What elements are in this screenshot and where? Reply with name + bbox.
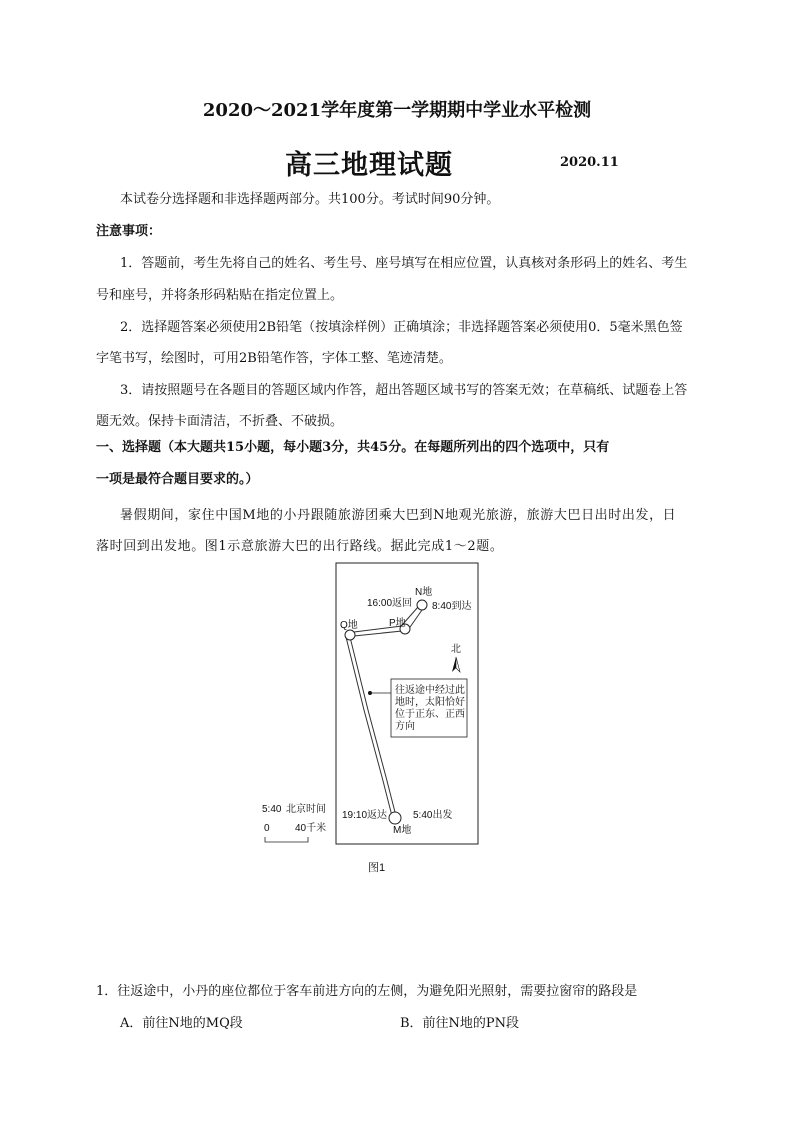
figure-caption: 图1 bbox=[368, 862, 386, 874]
note-3-line-2: 题无效。保持卡面清洁，不折叠、不破损。 bbox=[96, 414, 344, 429]
n-place-label: N地 bbox=[415, 587, 433, 598]
callout-line-4: 方向 bbox=[395, 721, 415, 732]
callout-line-3: 位于正东、正西 bbox=[395, 709, 465, 720]
section-1-heading-line-1: 一、选择题（本大题共15小题，每小题3分，共45分。在每题所列出的四个选项中，只有 bbox=[96, 440, 610, 455]
section-1-heading-line-2: 一项是最符合题目要求的。） bbox=[96, 472, 259, 487]
note-1-line-1: 1．答题前，考生先将自己的姓名、考生号、座号填写在相应位置，认真核对条形码上的姓名、考生 bbox=[120, 256, 688, 271]
question-1-stem: 1．往返途中，小丹的座位都位于客车前进方向的左侧，为避免阳光照射，需要拉窗帘的路段是 bbox=[96, 984, 638, 999]
q-place-marker bbox=[345, 630, 355, 640]
route-line-qp-bottom bbox=[354, 631, 402, 636]
north-arrow-icon bbox=[452, 657, 456, 672]
return-arrival-time: 19:10返达 bbox=[342, 810, 388, 821]
callout-line-2: 地时，太阳恰好 bbox=[395, 697, 465, 708]
n-place-marker bbox=[417, 600, 427, 610]
m-place-marker bbox=[389, 812, 401, 824]
question-1-option-a: A．前往N地的MQ段 bbox=[120, 1016, 243, 1031]
notes-heading: 注意事项： bbox=[96, 224, 162, 239]
route-line-east bbox=[348, 635, 396, 816]
n-arrival-time: 8:40到达 bbox=[432, 601, 472, 612]
note-2-line-1: 2．选择题答案必须使用2B铅笔（按填涂样例）正确填涂；非选择题答案必须使用0．5毫米黑色签 bbox=[120, 320, 683, 335]
p-place-label: P地 bbox=[389, 618, 406, 629]
passage-line-1: 暑假期间，家住中国M地的小丹跟随旅游团乘大巴到N地观光旅游，旅游大巴日出时出发，日 bbox=[120, 508, 677, 523]
question-1-option-b: B．前往N地的PN段 bbox=[400, 1016, 520, 1031]
passage-line-2: 落时回到出发地。图1示意旅游大巴的出行路线。据此完成1～2题。 bbox=[96, 539, 504, 554]
note-3-line-1: 3．请按照题号在各题目的答题区域内作答，超出答题区域书写的答案无效；在草稿纸、试题卷上答 bbox=[120, 383, 688, 398]
north-label: 北 bbox=[451, 644, 461, 655]
q-place-label: Q地 bbox=[340, 620, 358, 631]
callout-line-1: 往返途中经过此 bbox=[395, 685, 465, 696]
legend-time: 5:40 bbox=[262, 804, 282, 815]
departure-time: 5:40出发 bbox=[413, 810, 453, 821]
subject-title: 高三地理试题 bbox=[285, 150, 453, 181]
exam-date: 2020.11 bbox=[560, 155, 619, 170]
route-map-figure bbox=[260, 562, 482, 862]
note-1-line-2: 号和座号，并将条形码粘贴在指定位置上。 bbox=[96, 288, 344, 303]
m-place-label: M地 bbox=[393, 825, 412, 836]
route-line-west bbox=[346, 635, 392, 816]
scale-zero: 0 bbox=[264, 823, 270, 834]
route-map bbox=[260, 562, 482, 862]
scale-distance: 40千米 bbox=[295, 823, 327, 834]
scale-bar bbox=[265, 837, 308, 842]
exam-header: 2020～2021学年度第一学期期中学业水平检测 bbox=[202, 100, 592, 121]
return-time: 16:00返回 bbox=[367, 598, 413, 609]
intro-text: 本试卷分选择题和非选择题两部分。共100分。考试时间90分钟。 bbox=[120, 192, 500, 207]
note-2-line-2: 字笔书写，绘图时，可用2B铅笔作答，字体工整、笔迹清楚。 bbox=[96, 351, 452, 366]
legend-time-label: 北京时间 bbox=[286, 804, 326, 815]
